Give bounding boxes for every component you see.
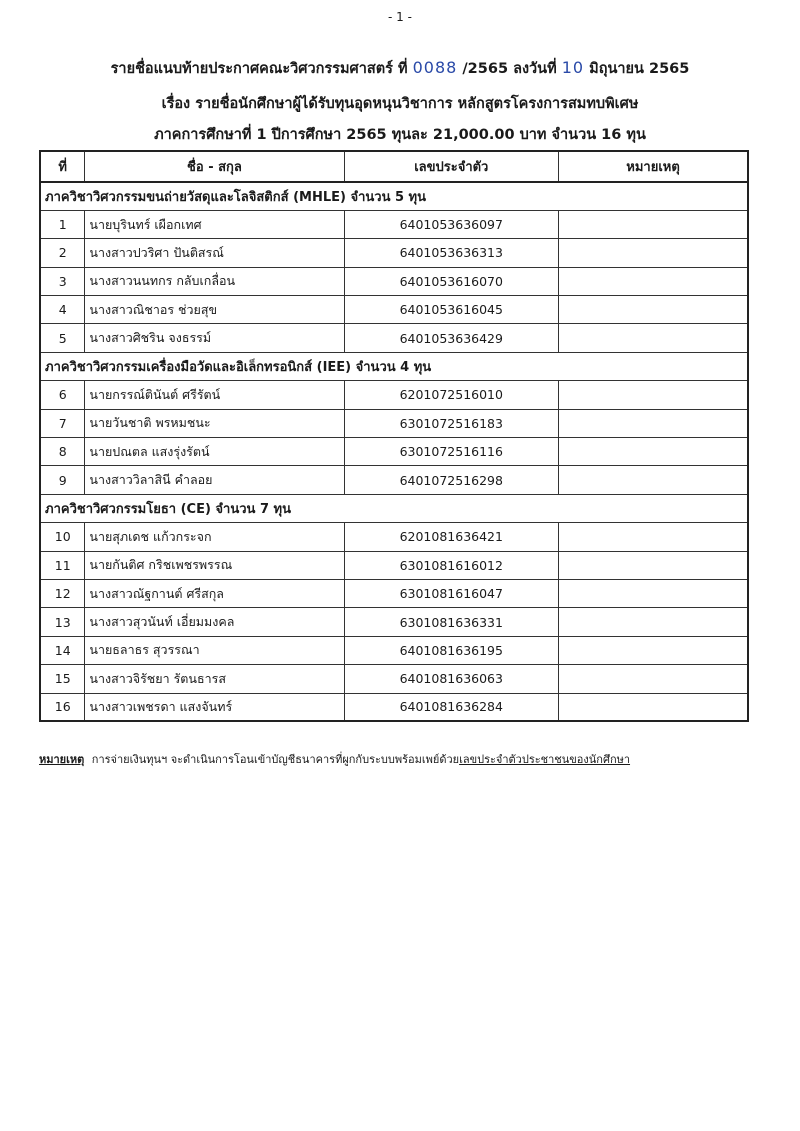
- table-row: [40, 438, 748, 466]
- student-name: นายปณตล แสงรุ่งรัตน์: [85, 438, 344, 466]
- footnote: [39, 750, 630, 768]
- row-note: [559, 523, 748, 551]
- heading-suffix: มิถุนายน 2565: [589, 61, 690, 77]
- section-row: [40, 182, 748, 210]
- table-row: [40, 267, 748, 295]
- student-id: 6201081636421: [344, 523, 559, 551]
- student-id: 6401053616045: [344, 296, 559, 324]
- student-id: 6401053636429: [344, 324, 559, 352]
- header-id: เลขประจำตัว: [344, 151, 559, 182]
- header-note: หมายเหตุ: [559, 151, 748, 182]
- section-title: ภาควิชาวิศวกรรมขนถ่ายวัสดุและโลจิสติกส์ (MHLE) จำนวน 5 ทุน: [40, 182, 748, 210]
- student-name: นายธลาธร สุวรรณา: [85, 636, 344, 664]
- header-name: ชื่อ - สกุล: [85, 151, 344, 182]
- student-id: 6201072516010: [344, 381, 559, 409]
- row-number: 6: [40, 381, 85, 409]
- row-number: 16: [40, 693, 85, 721]
- student-id: 6301072516183: [344, 409, 559, 437]
- table-row: [40, 636, 748, 664]
- student-name: นายวันชาติ พรหมชนะ: [85, 409, 344, 437]
- row-note: [559, 665, 748, 693]
- row-note: [559, 636, 748, 664]
- row-note: [559, 438, 748, 466]
- student-name: นางสาวเพชรดา แสงจันทร์: [85, 693, 344, 721]
- student-id: 6401053636097: [344, 210, 559, 238]
- announcement-day: 10: [561, 58, 585, 77]
- table-row: [40, 381, 748, 409]
- student-name: นางสาวนนทกร กลับเกลื่อน: [85, 267, 344, 295]
- row-number: 15: [40, 665, 85, 693]
- student-name: นางสาววิลาสินี คำลอย: [85, 466, 344, 494]
- row-number: 5: [40, 324, 85, 352]
- student-id: 6301081616012: [344, 551, 559, 579]
- table-row: [40, 523, 748, 551]
- header-no: ที่: [40, 151, 85, 182]
- student-id: 6401081636063: [344, 665, 559, 693]
- row-note: [559, 579, 748, 607]
- row-note: [559, 608, 748, 636]
- row-note: [559, 381, 748, 409]
- row-number: 1: [40, 210, 85, 238]
- row-note: [559, 324, 748, 352]
- student-name: นายสุภเดช แก้วกระจก: [85, 523, 344, 551]
- student-id: 6401081636284: [344, 693, 559, 721]
- table-row: [40, 693, 748, 721]
- row-note: [559, 551, 748, 579]
- row-note: [559, 693, 748, 721]
- row-note: [559, 239, 748, 267]
- row-number: 4: [40, 296, 85, 324]
- footnote-underlined-text: เลขประจำตัวประชาชนของนักศึกษา: [459, 753, 631, 766]
- student-name: นายกันติศ กริชเพชรพรรณ: [85, 551, 344, 579]
- row-number: 7: [40, 409, 85, 437]
- section-title: ภาควิชาวิศวกรรมโยธา (CE) จำนวน 7 ทุน: [40, 494, 748, 522]
- row-number: 13: [40, 608, 85, 636]
- row-number: 3: [40, 267, 85, 295]
- student-name: นางสาวปวริศา ปันติสรณ์: [85, 239, 344, 267]
- table-row: [40, 239, 748, 267]
- table-row: [40, 409, 748, 437]
- student-id: 6401072516298: [344, 466, 559, 494]
- row-note: [559, 210, 748, 238]
- heading-line-2: เรื่อง รายชื่อนักศึกษาผู้ได้รับทุนอุดหนุนวิชาการ หลักสูตรโครงการสมทบพิเศษ: [161, 96, 639, 112]
- student-id: 6401053636313: [344, 239, 559, 267]
- row-number: 9: [40, 466, 85, 494]
- table-row: [40, 324, 748, 352]
- page-number: - 1 -: [388, 10, 412, 24]
- student-name: นางสาวศิชริน จงธรรม์: [85, 324, 344, 352]
- student-name: นางสาวณัฐกานต์ ศรีสกุล: [85, 579, 344, 607]
- row-number: 12: [40, 579, 85, 607]
- row-number: 8: [40, 438, 85, 466]
- table-row: [40, 608, 748, 636]
- heading-mid: /2565 ลงวันที่: [462, 61, 557, 77]
- row-note: [559, 296, 748, 324]
- table-body: [40, 182, 748, 721]
- table-row: [40, 579, 748, 607]
- footnote-text: การจ่ายเงินทุนฯ จะดำเนินการโอนเข้าบัญชีธนาคารที่ผูกกับระบบพร้อมเพย์ด้วย: [91, 753, 460, 766]
- student-name: นางสาวจิรัชยา รัตนธารส: [85, 665, 344, 693]
- student-name: นางสาวสุวนันท์ เอี่ยมมงคล: [85, 608, 344, 636]
- section-row: [40, 352, 748, 380]
- table-row: [40, 296, 748, 324]
- row-number: 14: [40, 636, 85, 664]
- row-note: [559, 409, 748, 437]
- row-number: 10: [40, 523, 85, 551]
- table-row: [40, 210, 748, 238]
- heading-line-3: ภาคการศึกษาที่ 1 ปีการศึกษา 2565 ทุนละ 21,000.00 บาท จำนวน 16 ทุน: [154, 127, 646, 143]
- student-id: 6401053616070: [344, 267, 559, 295]
- student-id: 6401081636195: [344, 636, 559, 664]
- heading-prefix: รายชื่อแนบท้ายประกาศคณะวิศวกรรมศาสตร์ ที่: [110, 61, 408, 77]
- row-number: 11: [40, 551, 85, 579]
- student-name: นายบุรินทร์ เผือกเทศ: [85, 210, 344, 238]
- announcement-number: 0088: [412, 58, 458, 77]
- scholarship-table: [39, 150, 749, 722]
- student-id: 6301081616047: [344, 579, 559, 607]
- student-name: นายกรรณ์ตินันต์ ศรีรัตน์: [85, 381, 344, 409]
- table-row: [40, 551, 748, 579]
- row-note: [559, 466, 748, 494]
- row-number: 2: [40, 239, 85, 267]
- table-header-row: [40, 151, 748, 182]
- section-row: [40, 494, 748, 522]
- heading-line-1: [0, 57, 800, 80]
- section-title: ภาควิชาวิศวกรรมเครื่องมือวัดและอิเล็กทรอนิกส์ (IEE) จำนวน 4 ทุน: [40, 352, 748, 380]
- student-id: 6301072516116: [344, 438, 559, 466]
- row-note: [559, 267, 748, 295]
- footnote-label: หมายเหตุ: [39, 753, 85, 766]
- student-id: 6301081636331: [344, 608, 559, 636]
- student-name: นางสาวณิชาอร ช่วยสุข: [85, 296, 344, 324]
- table-row: [40, 466, 748, 494]
- table-row: [40, 665, 748, 693]
